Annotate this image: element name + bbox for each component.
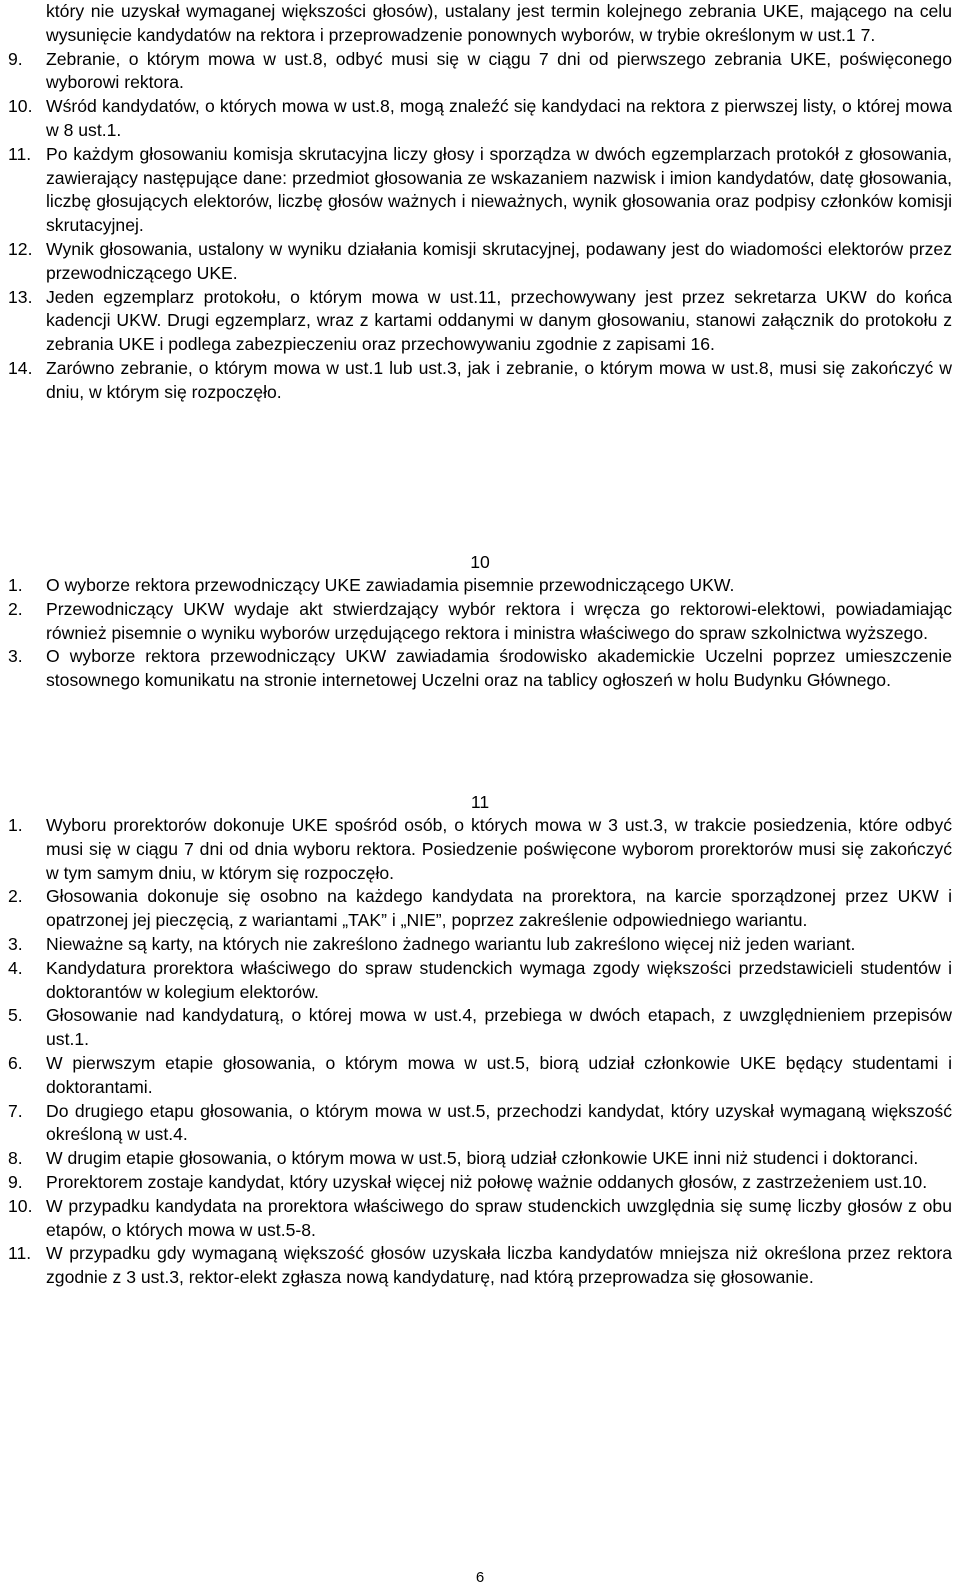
item-text: Wynik głosowania, ustalony w wyniku działania komisji skrutacyjnej, podawany jest do wiadomości elektorów przez przewodniczącego UKE. [46,238,952,283]
item-text: Do drugiego etapu głosowania, o którym mowa w ust.5, przechodzi kandydat, który uzyskał wymaganą większość określoną w ust.4. [46,1100,952,1145]
list-item [8,286,952,357]
list-item [8,957,952,1005]
list-item [8,933,952,957]
item-number: 1. [8,575,23,595]
list-item [8,574,952,598]
list-item [8,885,952,933]
list-item [8,238,952,286]
section-heading-11: 11 [470,792,490,812]
item-number: 11. [8,1243,32,1264]
item-number: 6. [8,1052,23,1073]
item-number: 3. [8,933,23,954]
item-text: Wśród kandydatów, o których mowa w ust.8, mogą znaleźć się kandydaci na rektora z pierwszej listy, o której mowa w 8 ust.1. [46,96,952,140]
list-item [8,814,952,885]
item-number: 10. [8,96,33,117]
item-number: 11. [8,143,32,164]
list-item [8,1004,952,1052]
item-text: Nieważne są karty, na których nie zakreślono żadnego wariantu lub zakreślono więcej niż jeden wariant. [46,933,856,954]
item-number: 2. [8,598,23,619]
section-heading-10: 10 [470,552,490,572]
list-item [8,357,952,405]
item-text: Głosowanie nad kandydaturą, o której mowa w ust.4, przebiega w dwóch etapach, z uwzględnieniem przepisów ust.1. [46,1005,952,1050]
item-number: 10. [8,1195,33,1216]
section-11-block [8,814,952,1290]
list-item [8,48,952,96]
list-item [8,1147,952,1171]
list-item [8,1052,952,1100]
item-number: 3. [8,646,23,667]
item-text: Prorektorem zostaje kandydat, który uzyskał więcej niż połowę ważnie oddanych głosów, z zastrzeżeniem ust.10. [46,1171,928,1192]
list-item [8,1100,952,1148]
item-text: Głosowania dokonuje się osobno na każdego kandydata na prorektora, na karcie sporządzonej przez UKW i opatrzonej jej pieczęcią, z wariantami „TAK” i „NIE”, poprzez zakreślenie odpowiedniego wariantu. [46,886,952,931]
item-number: 4. [8,957,23,978]
item-text: Zarówno zebranie, o którym mowa w ust.1 lub ust.3, jak i zebranie, o którym mowa w ust.8, musi się zakończyć w dniu, w którym się rozpoczęło. [46,357,952,402]
item-text: Jeden egzemplarz protokołu, o którym mowa w ust.11, przechowywany jest przez sekretarza UKW do końca kadencji UKW. Drugi egzemplarz, wraz z kartami oddanymi w danym głosowaniu, stanowi załącznik do protokołu z zebrania UKE i podlega zabezpieczeniu oraz przechowywaniu zgodnie z zapisami 16. [46,286,952,355]
item-text: O wyborze rektora przewodniczący UKE zawiadamia pisemnie przewodniczącego UKW. [46,575,735,595]
item-number: 8. [8,1148,23,1169]
item-text: W przypadku kandydata na prorektora właściwego do spraw studenckich uwzględnia się sumę liczby głosów z obu etapów, o których mowa w ust.5-8. [46,1195,952,1240]
item-text: Zebranie, o którym mowa w ust.8, odbyć musi się w ciągu 7 dni od pierwszego zebrania UKE, poświęconego wyborowi rektora. [46,48,952,93]
item-text: Przewodniczący UKW wydaje akt stwierdzający wybór rektora i wręcza go rektorowi-elektowi, powiadamiając również pisemnie o wyniku wyborów urzędującego rektora i ministra właściwego do spraw szkolnictwa wyższego. [46,598,952,643]
item-number: 13. [8,286,33,307]
item-number: 9. [8,1171,23,1192]
item-number: 12. [8,238,33,259]
item-number: 2. [8,886,23,907]
section-9-continuation-block [8,0,952,405]
section-10-block [8,574,952,693]
list-item [8,1195,952,1243]
item-number: 5. [8,1005,23,1026]
item-text: W pierwszym etapie głosowania, o którym mowa w ust.5, biorą udział członkowie UKE będący studentami i doktorantami. [46,1052,952,1097]
list-item [8,95,952,143]
item-text: Wyboru prorektorów dokonuje UKE spośród osób, o których mowa w 3 ust.3, w trakcie posiedzenia, które odbyć musi się w ciągu 7 dni od dnia wyboru rektora. Posiedzenie poświęcone wyborom prorektorów musi się zakończyć w tym samym dniu, w którym się rozpoczęło. [46,815,952,883]
item-text: W drugim etapie głosowania, o którym mowa w ust.5, biorą udział członkowie UKE inni niż studenci i doktoranci. [46,1148,919,1169]
list-item [8,598,952,646]
item-number: 7. [8,1100,23,1121]
item-text: Kandydatura prorektora właściwego do spraw studenckich wymaga zgody większości przedstawicieli studentów i doktorantów w kolegium elektorów. [46,957,952,1002]
list-item [8,645,952,693]
page-number: 6 [475,1569,485,1586]
list-item [8,1242,952,1290]
item-text: W przypadku gdy wymaganą większość głosów uzyskała liczba kandydatów mniejsza niż określona przez rektora zgodnie z 3 ust.3, rektor-elekt zgłasza nową kandydaturę, nad którą przeprowadza się głosowanie. [46,1243,952,1288]
item-number: 1. [8,815,23,835]
item-number: 14. [8,357,33,378]
item-text: Po każdym głosowaniu komisja skrutacyjna liczy głosy i sporządza w dwóch egzemplarzach protokół z głosowania, zawierający następujące dane: przedmiot głosowania ze wskazaniem nazwisk i imion kandydatów, datę głosowania, liczbę głosujących elektorów, liczbę głosów ważnych i nieważnych, wynik głosowania oraz podpisy członków komisji skrutacyjnej. [46,143,952,236]
paragraph-8-continuation: który nie uzyskał wymaganej większości głosów), ustalany jest termin kolejnego zebrania UKE, mającego na celu wysunięcie kandydatów na rektora i przeprowadzenie ponownych wyborów, w trybie określonym w ust.1 7. [46,1,952,45]
list-item [8,143,952,238]
list-item [8,1171,952,1195]
item-text: O wyborze rektora przewodniczący UKW zawiadamia środowisko akademickie Uczelni poprzez umieszczenie stosownego komunikatu na stronie internetowej Uczelni oraz na tablicy ogłoszeń w holu Budynku Głównego. [46,646,952,691]
item-number: 9. [8,48,23,69]
